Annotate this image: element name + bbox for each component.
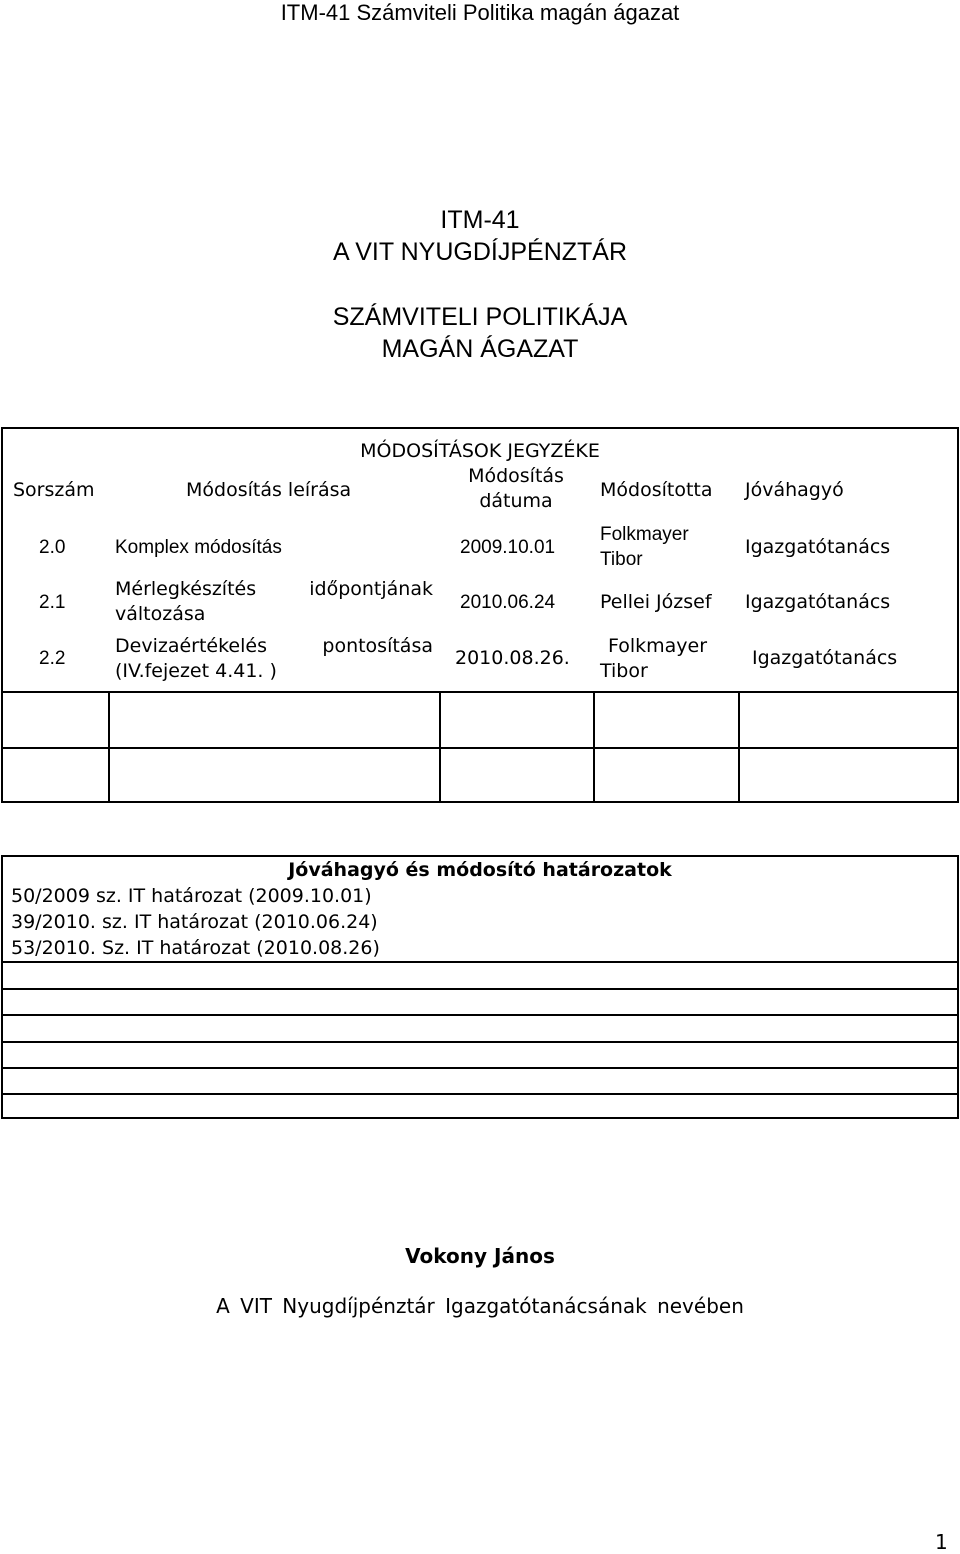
resolution-item: 39/2010. sz. IT határozat (2010.06.24) bbox=[11, 911, 378, 933]
table-divider bbox=[3, 1093, 957, 1095]
page-header: ITM-41 Számviteli Politika magán ágazat bbox=[280, 0, 680, 25]
table-divider bbox=[3, 988, 957, 990]
doc-title-subject: SZÁMVITELI POLITIKÁJA bbox=[332, 303, 628, 331]
column-header-date-line1: Módosítás bbox=[468, 465, 564, 487]
row-number: 2.2 bbox=[39, 648, 66, 669]
table-divider bbox=[3, 1014, 957, 1016]
resolution-item: 53/2010. Sz. IT határozat (2010.08.26) bbox=[11, 937, 380, 959]
table-divider bbox=[3, 1041, 957, 1043]
table-divider bbox=[3, 747, 957, 749]
resolution-item: 50/2009 sz. IT határozat (2009.10.01) bbox=[11, 885, 372, 907]
signatory-name: Vokony János bbox=[405, 1244, 555, 1268]
page-number: 1 bbox=[935, 1530, 948, 1554]
row-modified-by-line1: Folkmayer bbox=[600, 524, 689, 545]
row-date: 2009.10.01 bbox=[460, 537, 556, 558]
row-description: Devizaértékelés pontosítása bbox=[115, 635, 433, 657]
row-modified-by: Pellei József bbox=[600, 591, 712, 613]
column-header-date bbox=[439, 464, 593, 514]
row-date: 2010.06.24 bbox=[460, 592, 556, 613]
table-divider bbox=[3, 961, 957, 963]
row-modified-by bbox=[600, 634, 707, 684]
modifications-table bbox=[1, 427, 959, 803]
doc-title-organization: A VIT NYUGDÍJPÉNZTÁR bbox=[332, 238, 628, 266]
doc-title-sector: MAGÁN ÁGAZAT bbox=[381, 335, 579, 363]
row-description-line2: (IV.fejezet 4.41. ) bbox=[115, 660, 277, 682]
column-header-description: Módosítás leírása bbox=[186, 479, 352, 501]
table-divider bbox=[3, 1067, 957, 1069]
table-caption: MÓDOSÍTÁSOK JEGYZÉKE bbox=[360, 440, 600, 462]
row-approver: Igazgatótanács bbox=[752, 647, 898, 669]
row-description: Komplex módosítás bbox=[115, 537, 282, 558]
column-header-modified-by: Módosította bbox=[600, 479, 713, 501]
column-header-date-line2: dátuma bbox=[479, 490, 553, 512]
row-number: 2.1 bbox=[39, 592, 66, 613]
row-number: 2.0 bbox=[39, 537, 66, 558]
row-modified-by-line2: Tibor bbox=[600, 549, 643, 570]
row-modified-by bbox=[600, 522, 689, 572]
row-approver: Igazgatótanács bbox=[745, 536, 891, 558]
column-header-approver: Jóváhagyó bbox=[745, 479, 844, 501]
resolutions-table bbox=[1, 855, 959, 1119]
row-modified-by-line1: Folkmayer bbox=[608, 635, 708, 657]
table-divider bbox=[3, 691, 957, 693]
row-date: 2010.08.26. bbox=[455, 647, 570, 669]
row-modified-by-line2: Tibor bbox=[600, 660, 648, 682]
signatory-role: A VIT Nyugdíjpénztár Igazgatótanácsának nevében bbox=[216, 1294, 744, 1318]
doc-title-code: ITM-41 bbox=[440, 206, 520, 234]
row-approver: Igazgatótanács bbox=[745, 591, 891, 613]
column-header-number: Sorszám bbox=[13, 479, 95, 501]
resolutions-title: Jóváhagyó és módosító határozatok bbox=[288, 859, 672, 881]
row-description: Mérlegkészítés időpontjának bbox=[115, 578, 433, 600]
row-description-line2: változása bbox=[115, 603, 206, 625]
